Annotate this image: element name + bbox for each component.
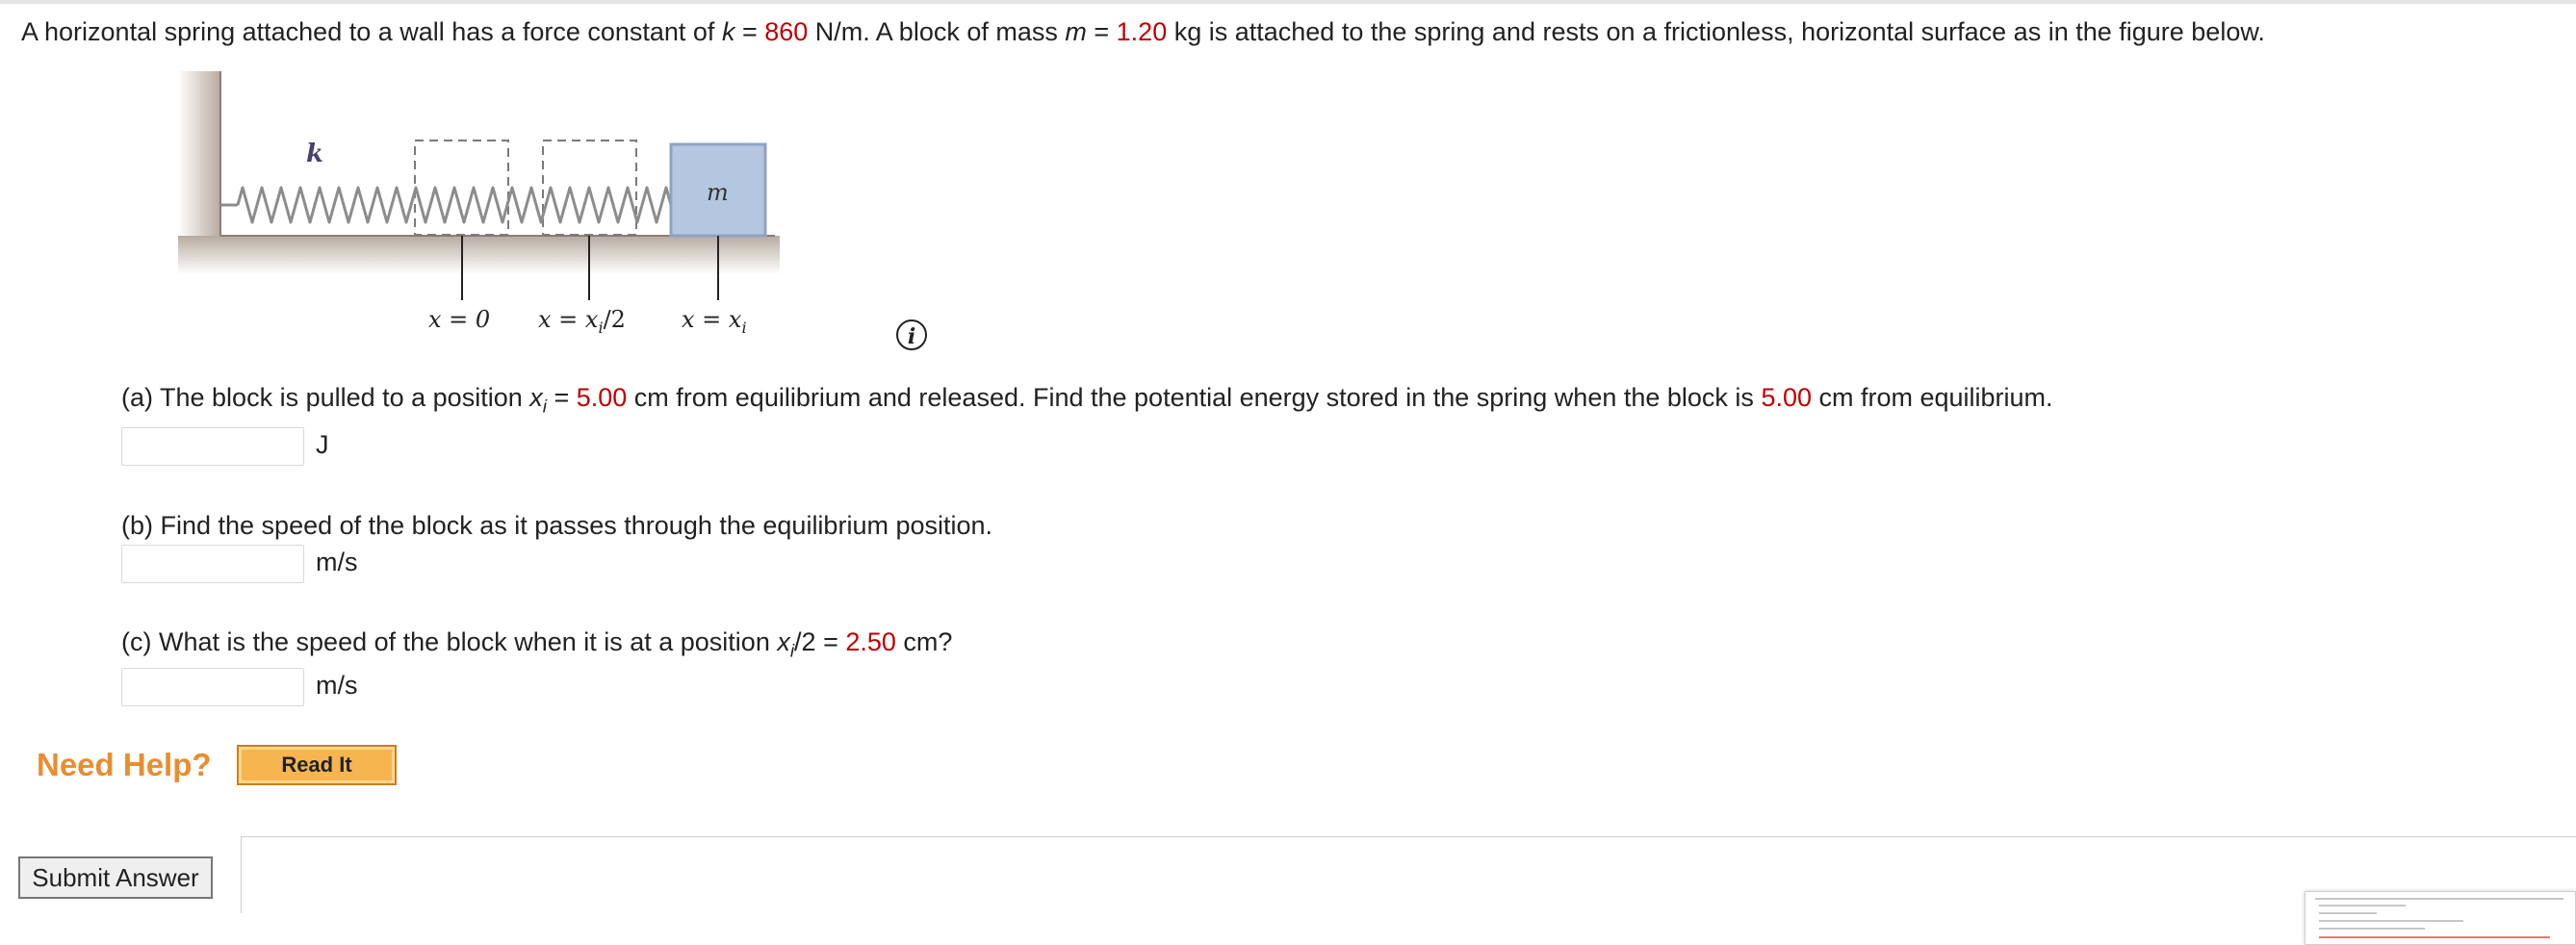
position-label-xi: $x = x_i$ [682, 306, 747, 337]
distance-value: 5.00 [1761, 383, 1812, 412]
xi-value: 5.00 [576, 383, 628, 412]
position-label-xhalf: $x = x_i/2$ [538, 306, 626, 337]
k-value: 860 [764, 17, 809, 46]
m-symbol: m [1065, 17, 1087, 46]
position-label-x0: x = 0 [428, 306, 491, 333]
problem-intro: A horizontal spring attached to a wall has a force constant of k = 860 N/m. A block of mass m = 1.20 kg is attached to the spring and rests on a frictionless, horizontal surface as in the figure below. [21, 17, 2265, 46]
info-icon[interactable]: i [896, 319, 927, 350]
answer-a-unit: J [316, 430, 329, 459]
wall [178, 71, 220, 241]
m-value: 1.20 [1116, 17, 1168, 46]
block-m-label: m [707, 179, 729, 206]
answer-b-unit: m/s [316, 548, 358, 576]
spring-k-label: k [306, 140, 324, 168]
question-a: (a) The block is pulled to a position $x_i = 5.00$ cm from equilibrium and released. Find the potential energy stored in the spring when the block is 5.00 cm from equilibrium. [121, 383, 2053, 418]
half-xi-value: 2.50 [845, 627, 896, 656]
read-it-button[interactable]: Read It [237, 745, 397, 785]
spring-block-figure [178, 65, 780, 354]
answer-b-input[interactable] [121, 545, 304, 583]
page-thumbnail-preview[interactable] [2305, 891, 2576, 945]
bottom-divider-vertical [241, 836, 242, 913]
question-b: (b) Find the speed of the block as it passes through the equilibrium position. [121, 511, 993, 540]
k-symbol: k [721, 17, 735, 46]
question-c: (c) What is the speed of the block when it is at a position $x_i/2 = 2.50$ cm? [121, 627, 953, 662]
answer-a-input[interactable] [121, 427, 304, 466]
bottom-divider [241, 836, 2576, 837]
need-help-label: Need Help? [37, 747, 212, 782]
spring [238, 188, 690, 222]
top-divider [0, 0, 2576, 4]
answer-c-unit: m/s [316, 671, 358, 700]
answer-c-input[interactable] [121, 668, 304, 706]
submit-answer-button[interactable]: Submit Answer [18, 856, 213, 899]
floor [178, 236, 780, 274]
